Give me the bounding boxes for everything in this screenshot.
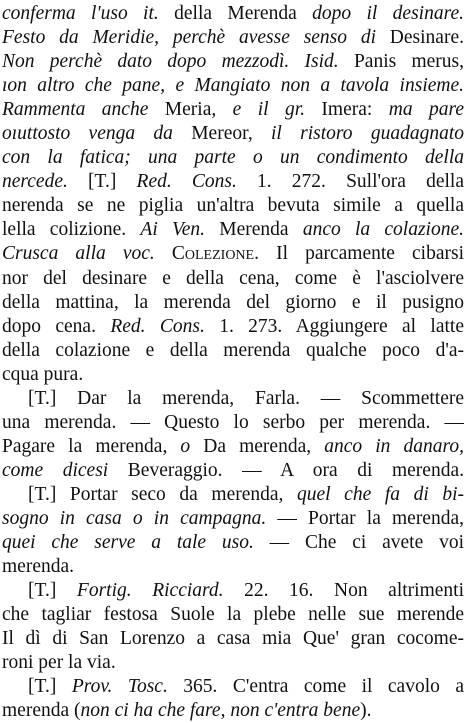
text-segment: ıon altro che pane, e Mangiato non a tavola insieme. bbox=[2, 75, 464, 97]
text-line bbox=[2, 507, 464, 531]
text-segment: nerenda se ne piglia un'altra bevuta simile a quella bbox=[2, 195, 464, 217]
text-segment: Da merenda, bbox=[190, 435, 325, 457]
text-segment: cqua pura. bbox=[2, 363, 84, 385]
text-segment: . Il parcamente cibarsi bbox=[254, 243, 464, 265]
text-line bbox=[2, 675, 464, 699]
text-segment: Red. Cons. bbox=[136, 171, 237, 193]
text-line bbox=[2, 50, 464, 74]
text-segment: Prov. Tosc. bbox=[71, 676, 168, 698]
text-segment: Panis merus, bbox=[338, 51, 464, 73]
text-segment: lella colizione. bbox=[2, 219, 141, 241]
text-segment: 1. 273. Aggiungere al latte bbox=[204, 315, 464, 337]
text-segment: una merenda. — Questo lo serbo per merenda. — bbox=[2, 411, 464, 433]
text-line bbox=[2, 2, 464, 26]
text-segment: Colezione bbox=[154, 243, 255, 265]
text-line bbox=[2, 411, 464, 435]
text-line bbox=[2, 267, 464, 291]
text-line bbox=[2, 627, 464, 651]
text-segment: Festo da Meridie, perchè avesse senso di bbox=[2, 27, 376, 49]
text-line bbox=[2, 74, 464, 98]
text-line bbox=[2, 194, 464, 218]
text-segment: [T.] Portar seco da merenda, bbox=[28, 483, 297, 505]
text-line bbox=[2, 651, 464, 675]
text-segment: — Portar la merenda, bbox=[266, 507, 464, 529]
text-segment: Merenda bbox=[227, 3, 297, 24]
text-line bbox=[2, 603, 464, 627]
text-line bbox=[2, 26, 464, 50]
text-line bbox=[2, 146, 464, 170]
text-segment: Pagare la merenda, bbox=[2, 435, 181, 457]
text-line bbox=[2, 387, 464, 411]
text-segment: o bbox=[180, 435, 191, 457]
text-segment: Desinare. bbox=[376, 27, 464, 49]
text-segment: Mereor, bbox=[172, 123, 272, 145]
text-line bbox=[2, 579, 464, 603]
text-segment: oıuttosto venga da bbox=[2, 123, 173, 145]
text-segment: roni per la via. bbox=[2, 652, 116, 674]
text-segment: il ristoro guadagnato bbox=[271, 123, 464, 145]
text-segment: Imera: bbox=[305, 99, 389, 121]
text-segment: Fortig. Ricciard. bbox=[76, 580, 224, 602]
text-segment: 1. 272. Sull'ora della bbox=[236, 171, 464, 193]
dictionary-entry-text bbox=[2, 2, 464, 723]
text-segment: Ai Ven. bbox=[140, 219, 206, 241]
text-segment: anco in danaro, bbox=[324, 435, 464, 457]
text-line bbox=[2, 98, 464, 122]
text-segment: merenda ( bbox=[2, 700, 81, 722]
text-line bbox=[2, 315, 464, 339]
text-segment: e il gr. bbox=[232, 99, 306, 121]
text-segment: della mattina, la merenda del giorno e il pusigno bbox=[2, 291, 464, 313]
text-segment: della colazione e della merenda qualche poco d'a- bbox=[2, 339, 464, 361]
text-line bbox=[2, 531, 464, 555]
text-segment: dopo il desinare. bbox=[296, 3, 464, 24]
text-segment: Merenda bbox=[205, 219, 303, 241]
text-segment: anco la colazione. bbox=[302, 219, 464, 241]
text-segment: Non perchè dato dopo mezzodì. Isid. bbox=[2, 51, 339, 73]
text-segment: con la fatica; una parte o un condimento della bbox=[2, 147, 464, 169]
text-segment: che tagliar festosa Suole la plebe nelle sue merende bbox=[2, 604, 464, 626]
text-line bbox=[2, 363, 464, 387]
text-segment: come dicesi bbox=[2, 459, 109, 481]
text-segment: conferma l'uso it. bbox=[2, 3, 159, 24]
text-segment: dopo cena. bbox=[2, 315, 111, 337]
text-segment: Red. Cons. bbox=[110, 315, 205, 337]
text-line bbox=[2, 459, 464, 483]
text-line bbox=[2, 555, 464, 579]
text-segment: 22. 16. Non altrimenti bbox=[223, 580, 464, 602]
text-line bbox=[2, 291, 464, 315]
text-line bbox=[2, 218, 464, 242]
text-line bbox=[2, 699, 464, 723]
text-segment: Rammenta anche bbox=[2, 99, 149, 121]
text-segment: Beveraggio. — A ora di merenda. bbox=[108, 459, 464, 481]
text-segment: sogno in casa o in campagna. bbox=[2, 507, 267, 529]
text-segment: [T.] Dar la merenda, Farla. — Scommettere bbox=[28, 387, 464, 409]
text-segment: quei che serve a tale uso. bbox=[2, 532, 254, 554]
text-segment: Crusca alla voc. bbox=[2, 243, 155, 265]
text-segment: quel che fa di bi- bbox=[297, 483, 464, 505]
text-line bbox=[2, 339, 464, 363]
text-segment: ). bbox=[360, 700, 372, 722]
text-segment: 365. C'entra come il cavolo a bbox=[167, 676, 464, 698]
text-segment: — Che ci avete voi bbox=[253, 532, 464, 554]
text-segment: ma pare bbox=[388, 99, 464, 121]
text-line bbox=[2, 170, 464, 194]
text-line bbox=[2, 483, 464, 507]
text-segment: Meria, bbox=[148, 99, 233, 121]
text-segment: nor del desinare e della cena, come è l'asciolvere bbox=[2, 267, 464, 289]
text-line bbox=[2, 242, 464, 266]
text-segment: [T.] bbox=[28, 580, 77, 602]
text-segment: nercede. bbox=[2, 171, 68, 193]
text-segment: Il dì di San Lorenzo a casa mia Que' gran cocome- bbox=[2, 628, 464, 650]
text-segment: [T.] bbox=[28, 676, 72, 698]
text-segment: [T.] bbox=[67, 171, 137, 193]
text-line bbox=[2, 435, 464, 459]
text-segment: della bbox=[158, 3, 228, 24]
text-segment: non ci ha che fare, non c'entra bene bbox=[80, 700, 361, 722]
text-segment: merenda. bbox=[2, 556, 75, 578]
text-line bbox=[2, 122, 464, 146]
